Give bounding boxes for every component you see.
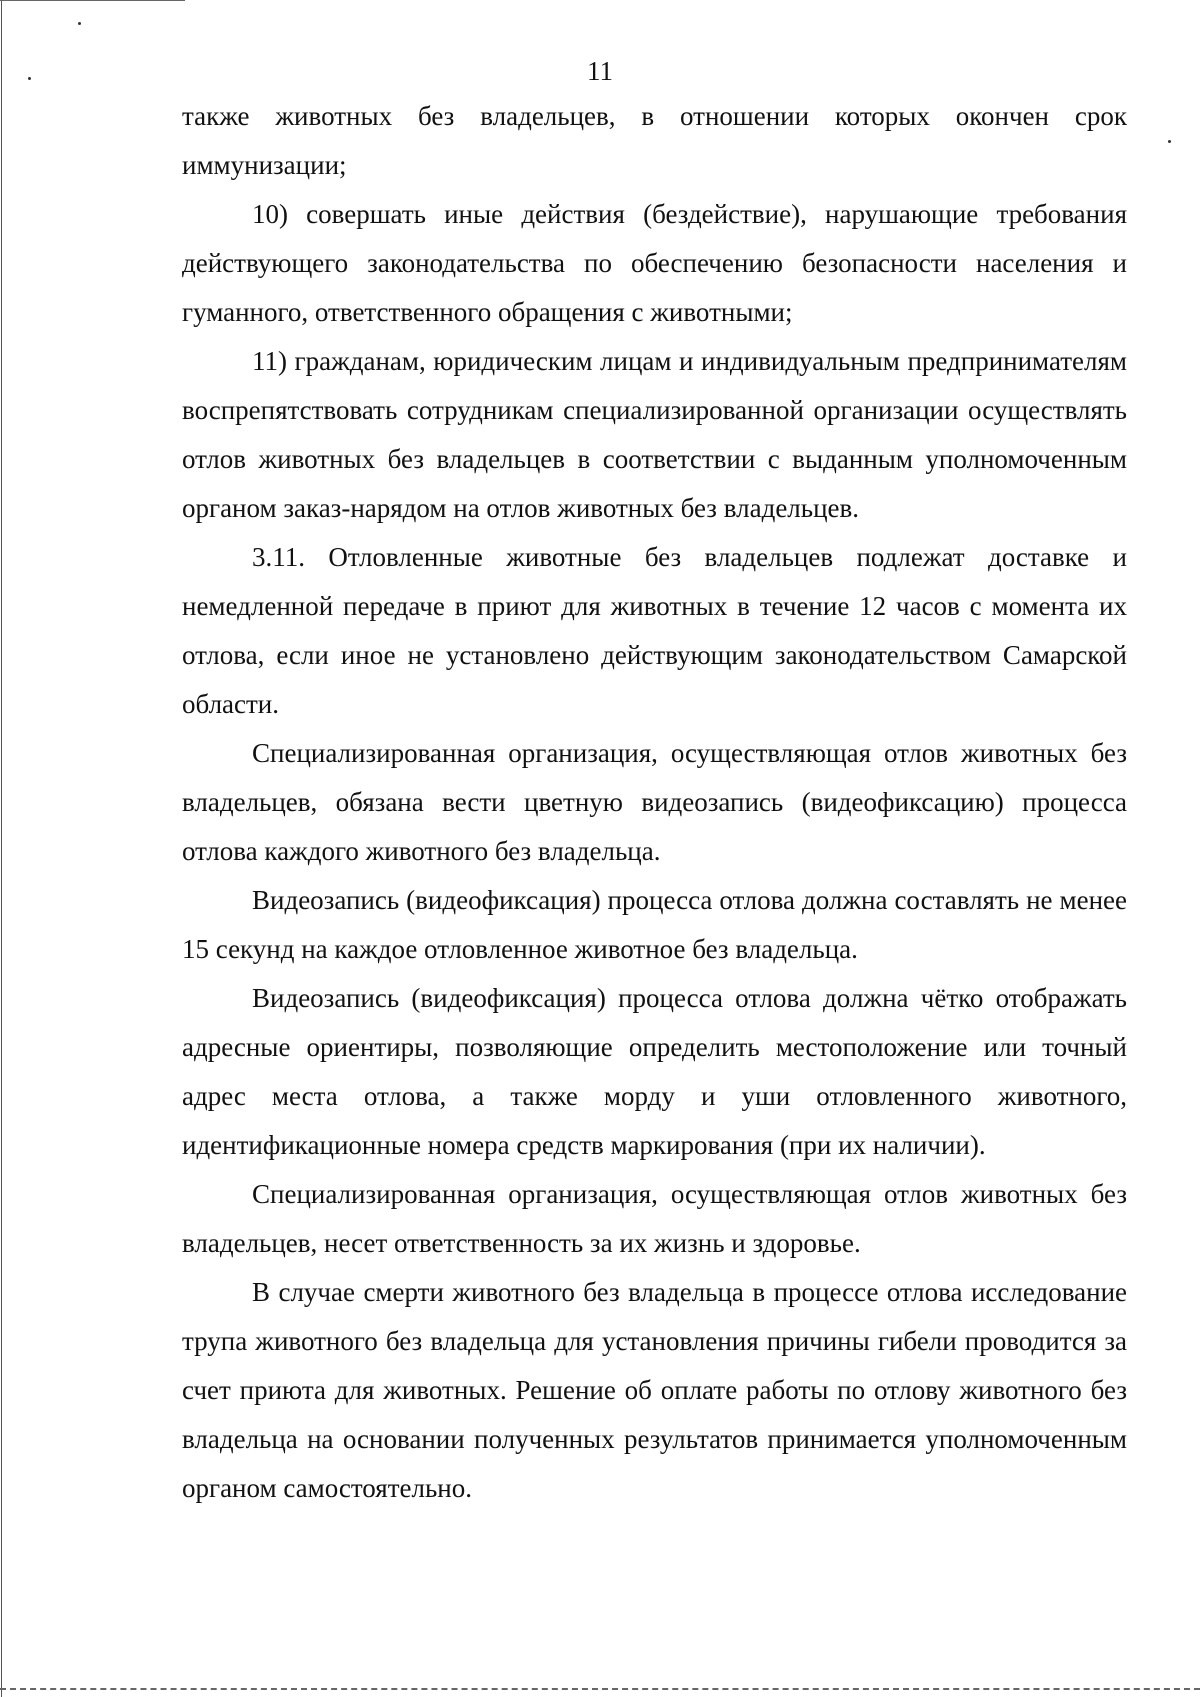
scan-edge-top xyxy=(0,0,185,1)
paragraph-item-11: 11) гражданам, юридическим лицам и индивидуальным предпринимателям воспрепятствовать сотрудникам специализированной организации осуществлять отлов животных без владельцев в соответствии с выданным уполномоченным органом заказ-нарядом на отлов животных без владельцев. xyxy=(182,346,1127,523)
paragraph-video-duration: Видеозапись (видеофиксация) процесса отлова должна составлять не менее 15 секунд на каждое отловленное животное без владельца. xyxy=(182,885,1127,964)
scan-speck xyxy=(78,22,81,25)
paragraph-continuation: также животных без владельцев, в отношении которых окончен срок иммунизации; xyxy=(182,101,1127,180)
document-body xyxy=(182,92,1127,1513)
paragraph-video-content: Видеозапись (видеофиксация) процесса отлова должна чётко отображать адресные ориентиры, позволяющие определить местоположение или точный адрес места отлова, а также морду и уши отловленного животного, идентификационные номера средств маркирования (при их наличии). xyxy=(182,983,1127,1160)
paragraph-responsibility: Специализированная организация, осуществляющая отлов животных без владельцев, несет ответственность за их жизнь и здоровье. xyxy=(182,1179,1127,1258)
scan-speck xyxy=(1168,140,1171,143)
scan-edge-left xyxy=(1,0,2,1697)
paragraph-death-case: В случае смерти животного без владельца в процессе отлова исследование трупа животного без владельца для установления причины гибели проводится за счет приюта для животных. Решение об оплате работы по отлову животного без владельца на основании полученных результатов принимается уполномоченным органом самостоятельно. xyxy=(182,1277,1127,1503)
page-number: 11 xyxy=(587,56,613,86)
paragraph-section-3-11: 3.11. Отловленные животные без владельцев подлежат доставке и немедленной передаче в приют для животных в течение 12 часов с момента их отлова, если иное не установлено действующим законодательством Самарской области. xyxy=(182,542,1127,719)
paragraph-video-requirement: Специализированная организация, осуществляющая отлов животных без владельцев, обязана вести цветную видеозапись (видеофиксацию) процесса отлова каждого животного без владельца. xyxy=(182,738,1127,866)
paragraph-item-10: 10) совершать иные действия (бездействие), нарушающие требования действующего законодательства по обеспечению безопасности населения и гуманного, ответственного обращения с животными; xyxy=(182,199,1127,327)
scan-edge-bottom xyxy=(0,1688,1200,1690)
